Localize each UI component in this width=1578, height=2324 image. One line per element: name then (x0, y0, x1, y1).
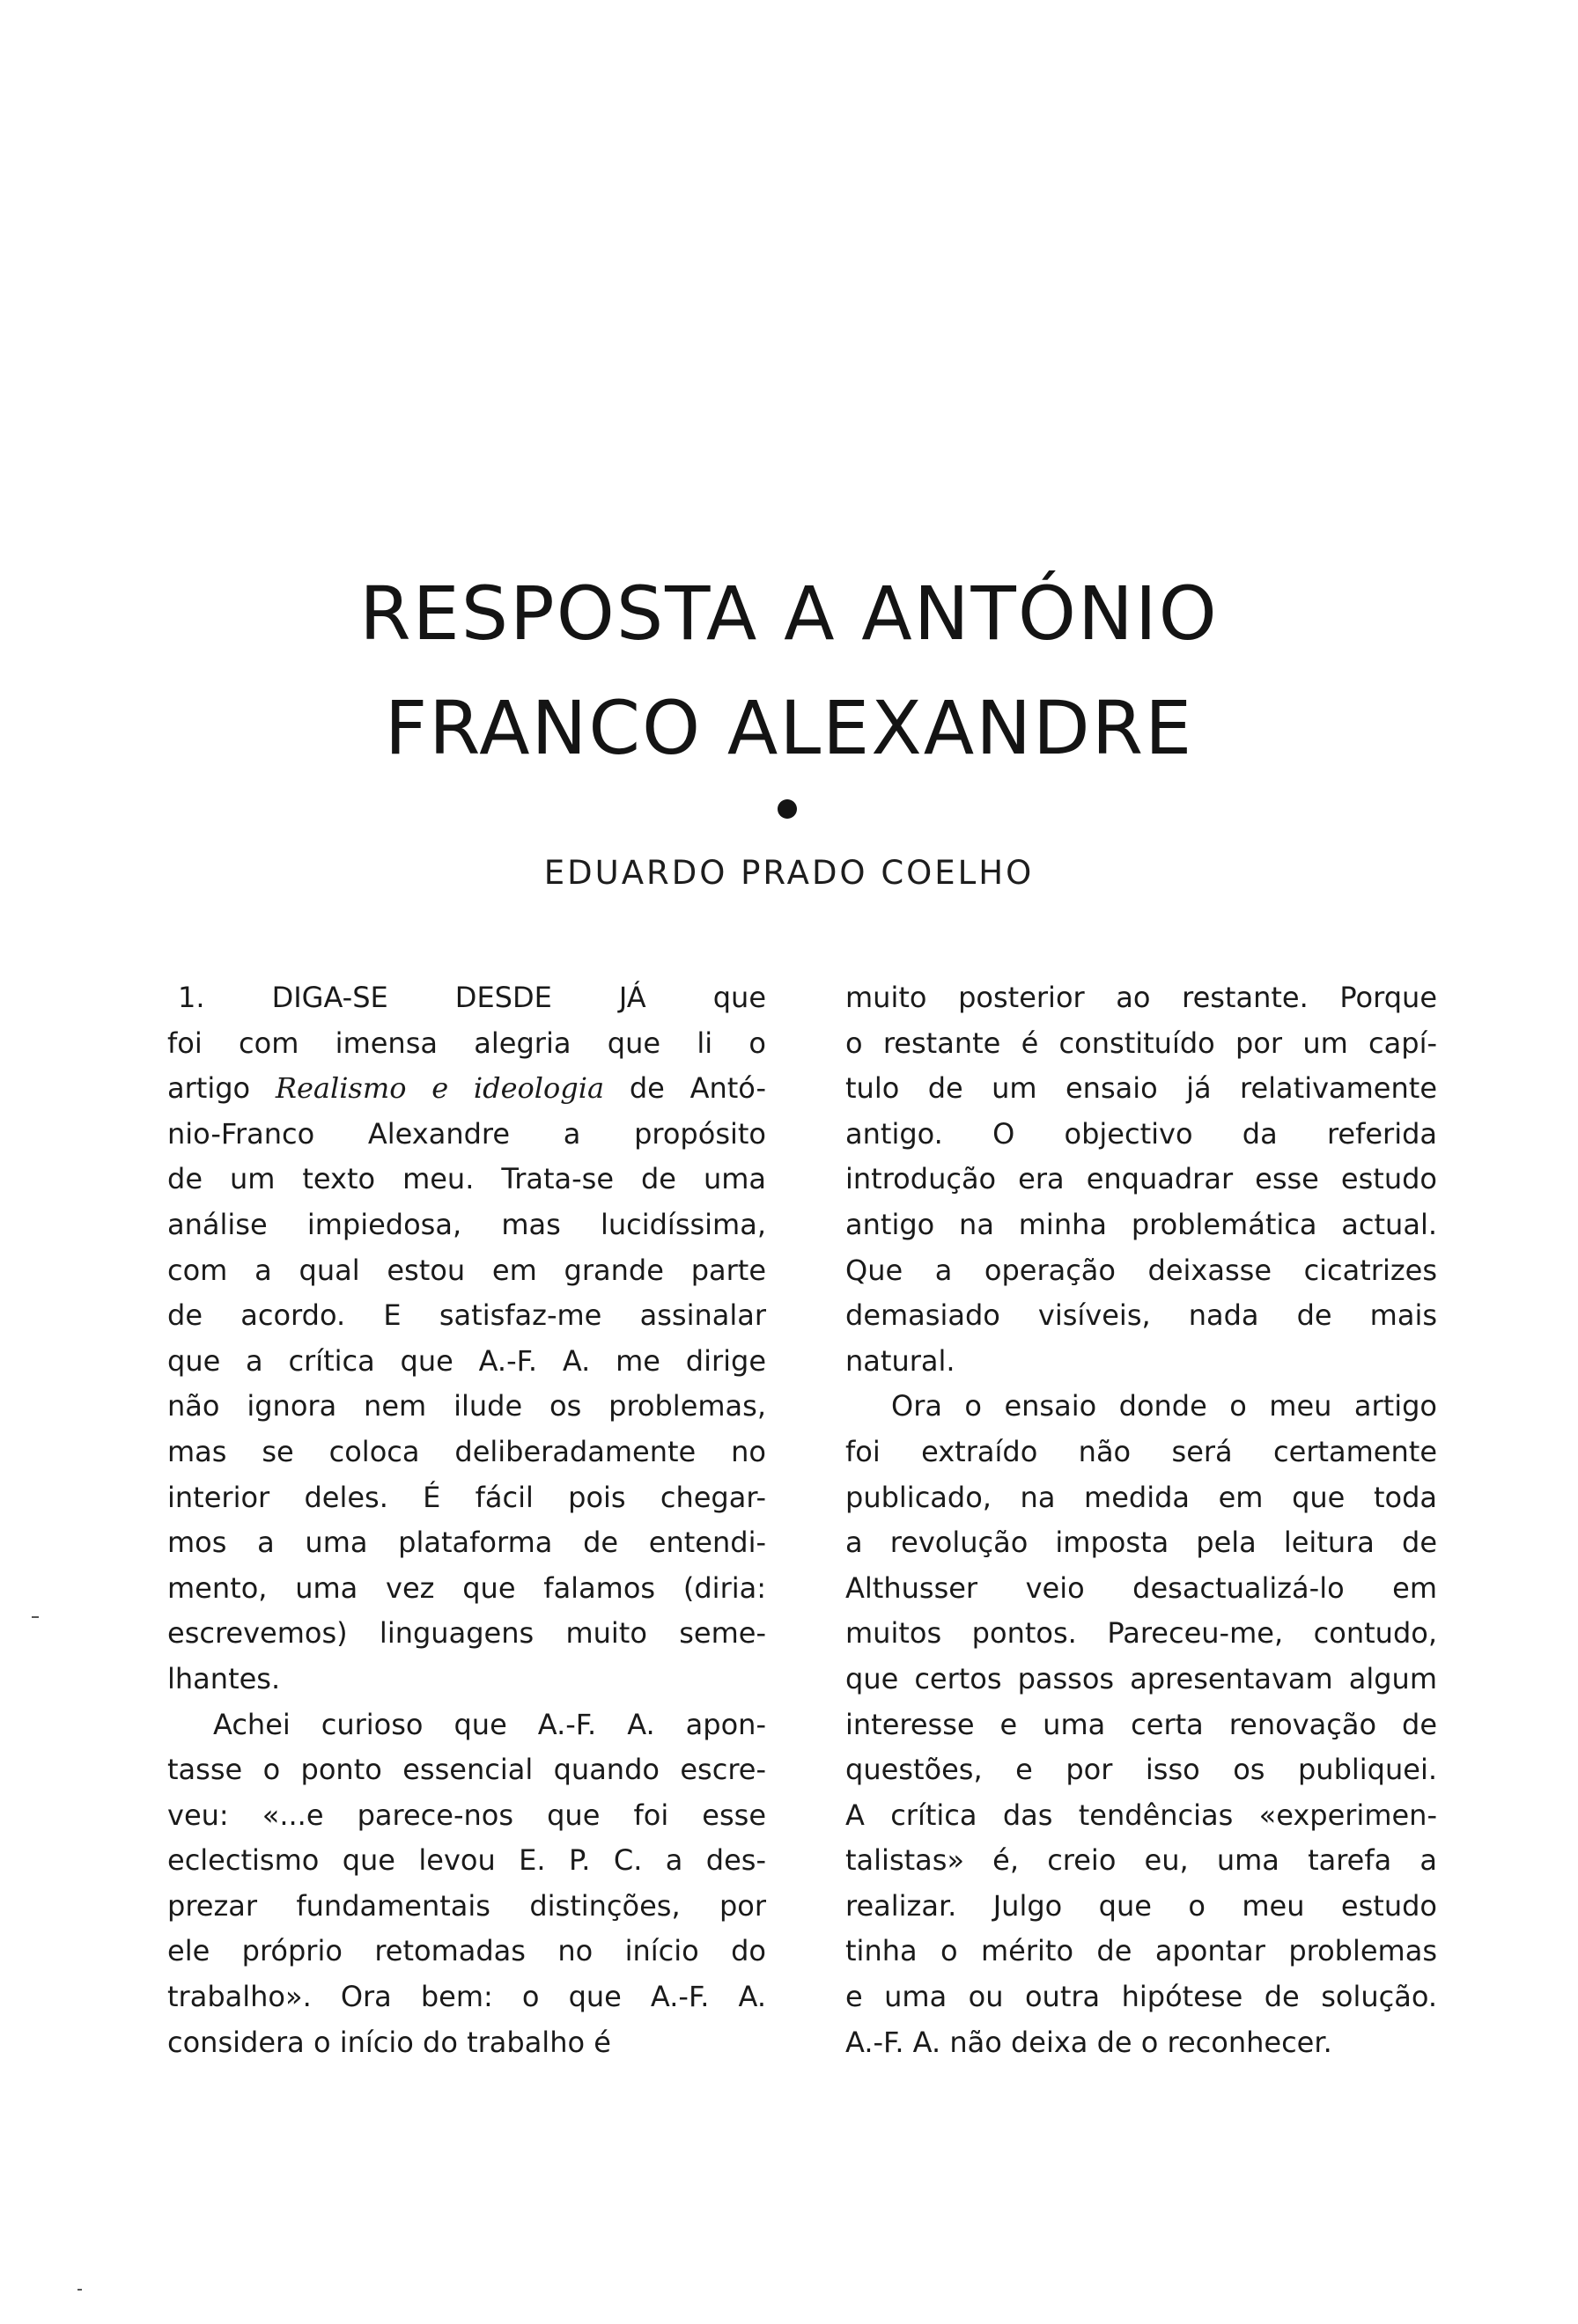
text-line: A crítica das tendências «experimen- (845, 1798, 1437, 1832)
text-line: a revolução imposta pela leitura de (845, 1526, 1437, 1560)
text-line: muitos pontos. Pareceu-me, contudo, (845, 1616, 1437, 1651)
text-line: demasiado visíveis, nada de mais (845, 1298, 1437, 1333)
text-line: não ignora nem ilude os problemas, (167, 1389, 766, 1423)
scan-speck (77, 2289, 82, 2291)
text-line: de um texto meu. Trata-se de uma (167, 1162, 766, 1196)
text-line: e uma ou outra hipótese de solução. (845, 1980, 1437, 2014)
text-line: eclectismo que levou E. P. C. a des- (167, 1843, 766, 1878)
text-line: interior deles. É fácil pois chegar- (167, 1480, 766, 1514)
text-line: lhantes. (167, 1661, 281, 1695)
text-line: antigo na minha problemática actual. (845, 1207, 1437, 1241)
text-line: trabalho». Ora bem: o que A.-F. A. (167, 1980, 766, 2014)
right-text-column (845, 975, 1437, 2065)
text-line: talistas» é, creio eu, uma tarefa a (845, 1843, 1437, 1878)
text-line: mos a uma plataforma de entendi- (167, 1526, 766, 1560)
text-line: análise impiedosa, mas lucidíssima, (167, 1207, 766, 1241)
text-line: foi com imensa alegria que li o (167, 1026, 766, 1060)
text-line: o restante é constituído por um capí- (845, 1026, 1437, 1060)
text-fragment: de Antó- (604, 1071, 766, 1106)
text-line: que certos passos apresentavam algum (845, 1661, 1437, 1695)
text-line: Althusser veio desactualizá-lo em (845, 1570, 1437, 1605)
bullet-separator-icon (778, 799, 797, 819)
text-line: antigo. O objectivo da referida (845, 1116, 1437, 1151)
text-line: natural. (845, 1343, 955, 1378)
article-author: EDUARDO PRADO COELHO (543, 854, 1035, 892)
text-line: publicado, na medida em que toda (845, 1480, 1437, 1514)
text-line: muito posterior ao restante. Porque (845, 981, 1437, 1014)
text-line: mas se coloca deliberadamente no (167, 1434, 766, 1468)
text-line: Ora o ensaio donde o meu artigo (891, 1389, 1437, 1423)
text-line: Que a operação deixasse cicatrizes (845, 1253, 1437, 1287)
text-line: de acordo. E satisfaz-me assinalar (167, 1298, 766, 1333)
text-line: A.-F. A. não deixa de o reconhecer. (845, 2025, 1332, 2059)
text-line: ele próprio retomadas no início do (167, 1934, 766, 1968)
text-line: com a qual estou em grande parte (167, 1253, 766, 1287)
text-line: tasse o ponto essencial quando escre- (167, 1753, 766, 1787)
text-line: questões, e por isso os publiquei. (845, 1753, 1437, 1787)
scan-speck (32, 1616, 39, 1618)
text-line: veu: «...e parece-nos que foi esse (167, 1798, 766, 1832)
article-title-line-2: FRANCO ALEXANDRE (384, 685, 1194, 771)
text-line: Achei curioso que A.-F. A. apon- (213, 1707, 766, 1741)
left-text-column (167, 975, 766, 2065)
text-line: considera o início do trabalho é (167, 2025, 611, 2059)
text-line: realizar. Julgo que o meu estudo (845, 1888, 1437, 1923)
article-title-line-1: RESPOSTA A ANTÓNIO (359, 570, 1219, 657)
text-line (167, 1066, 766, 1112)
text-line: foi extraído não será certamente (845, 1434, 1437, 1468)
text-line: mento, uma vez que falamos (diria: (167, 1570, 766, 1605)
text-line: que a crítica que A.-F. A. me dirige (167, 1343, 766, 1378)
text-line: nio-Franco Alexandre a propósito (167, 1116, 766, 1151)
text-fragment: artigo (167, 1071, 276, 1106)
text-line: tulo de um ensaio já relativamente (845, 1071, 1437, 1106)
text-line: introdução era enquadrar esse estudo (845, 1162, 1437, 1196)
text-line: 1. DIGA-SE DESDE JÁ que (178, 981, 766, 1014)
text-line: interesse e uma certa renovação de (845, 1707, 1437, 1741)
text-line: prezar fundamentais distinções, por (167, 1888, 766, 1923)
text-line: escrevemos) linguagens muito seme- (167, 1616, 766, 1651)
text-line: tinha o mérito de apontar problemas (845, 1934, 1437, 1968)
italic-title: Realismo e ideologia (275, 1071, 605, 1106)
